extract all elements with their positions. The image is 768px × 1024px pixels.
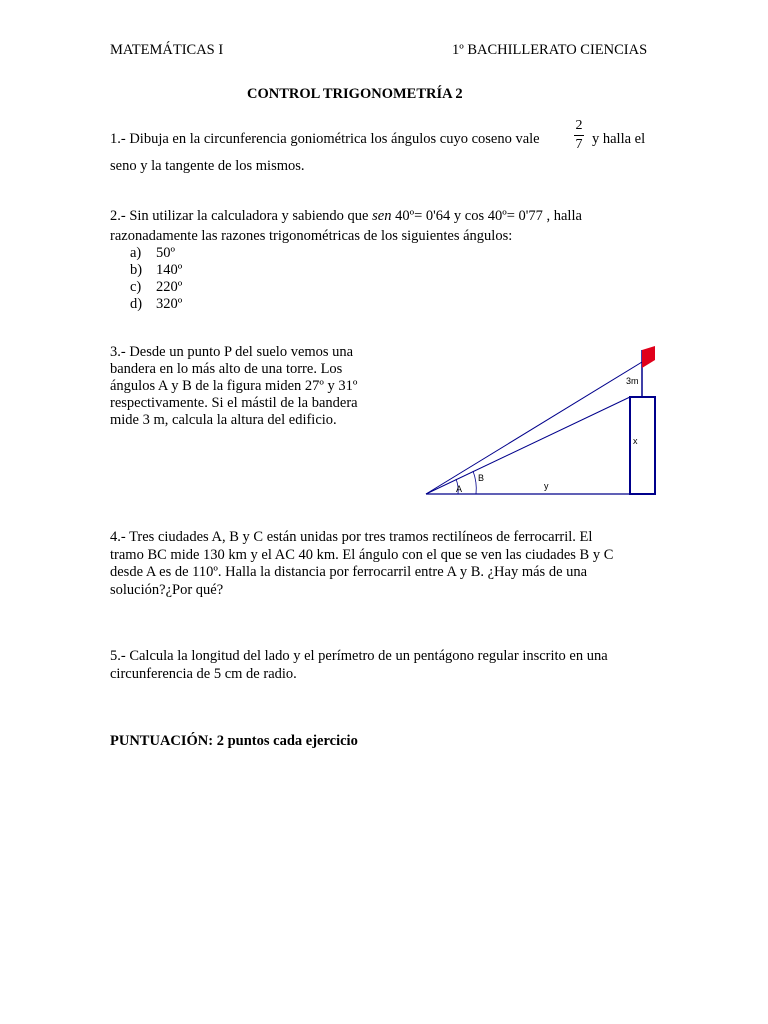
q5-line: 5.- Calcula la longitud del lado y el perímetro de un pentágono regular inscrito en una — [110, 648, 608, 664]
q2-sen: sen — [372, 208, 392, 224]
q5-text — [110, 647, 608, 683]
q3-line: ángulos A y B de la figura miden 27º y 31º — [110, 378, 358, 394]
q4-line: solución?¿Por qué? — [110, 581, 224, 598]
label-x: x — [633, 436, 638, 446]
label-angle-a: A — [456, 484, 463, 494]
sight-line-flag — [426, 362, 642, 494]
q4-line: tramo BC mide 130 km y el AC 40 km. El ángulo con el que se ven las ciudades B y C — [110, 546, 614, 563]
list-item: d) 320º — [130, 296, 183, 312]
q3-line: bandera en lo más alto de una torre. Los — [110, 361, 343, 377]
q5-line: circunferencia de 5 cm de radio. — [110, 666, 297, 682]
q3-line: mide 3 m, calcula la altura del edificio. — [110, 412, 337, 428]
q1-pre: 1.- Dibuja en la circunferencia goniométrica los ángulos cuyo coseno vale — [110, 131, 540, 147]
q2-mid: 40º= 0'64 y cos 40º= 0'77 , halla — [395, 208, 582, 224]
flag — [642, 346, 655, 368]
angle-b-arc — [473, 471, 476, 494]
q4-text — [110, 529, 613, 599]
list-item: b) 140º — [130, 262, 183, 278]
q2-pre: 2.- Sin utilizar la calculadora y sabiendo que — [110, 208, 369, 224]
list-item: a) 50º — [130, 245, 175, 261]
q2-text-line2: razonadamente las razones trigonométricas de los siguientes ángulos: — [110, 228, 513, 244]
q1-fraction-numerator: 2 — [575, 118, 583, 133]
q2-text-line1 — [110, 208, 582, 225]
q4-line: 4.- Tres ciudades A, B y C están unidas por tres tramos rectilíneos de ferrocarril. El — [110, 529, 593, 545]
label-3m: 3m — [626, 376, 639, 386]
q1-text-line2: seno y la tangente de los mismos. — [110, 158, 305, 174]
q1-fraction-denominator: 7 — [575, 137, 583, 152]
q4-line: desde A es de 110º. Halla la distancia por ferrocarril entre A y B. ¿Hay más de una — [110, 564, 588, 580]
label-angle-b: B — [478, 473, 485, 483]
tower-figure — [420, 340, 670, 505]
sight-line-tower — [426, 397, 630, 494]
q3-line: respectivamente. Si el mástil de la bandera — [110, 395, 358, 411]
scoring-note: PUNTUACIÓN: 2 puntos cada ejercicio — [110, 733, 358, 749]
q3-line: 3.- Desde un punto P del suelo vemos una — [110, 344, 354, 360]
q3-text — [110, 344, 358, 429]
header-course: 1º BACHILLERATO CIENCIAS — [452, 42, 648, 58]
q1-text-line1 — [110, 131, 540, 148]
fraction-bar — [574, 135, 584, 136]
header-subject: MATEMÁTICAS I — [110, 42, 224, 58]
q2-angle-list — [130, 245, 182, 313]
list-item: c) 220º — [130, 279, 183, 295]
label-y: y — [544, 481, 549, 491]
q1-fraction — [574, 118, 584, 153]
q1-post: y halla el — [592, 131, 646, 147]
page-title: CONTROL TRIGONOMETRÍA 2 — [247, 86, 463, 102]
